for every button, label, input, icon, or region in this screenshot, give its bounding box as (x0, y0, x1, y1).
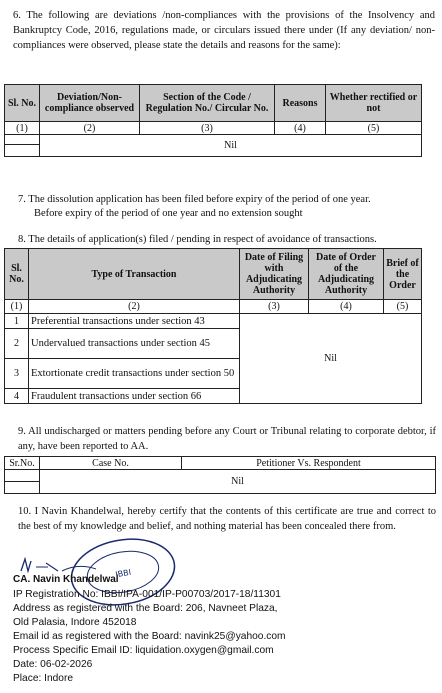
table-row (5, 314, 422, 329)
signer-email: Email id as registered with the Board: navink25@yahoo.com (13, 631, 286, 642)
section-9-text: 9. All undischarged or matters pending before any Court or Tribunal relating to corporate debtor, if any, have been reported to AA. (18, 426, 436, 452)
signer-address-2: Old Palasia, Indore 452018 (13, 617, 137, 628)
col-sl-no: Sl. No. (5, 85, 40, 122)
empty-cell (5, 145, 40, 157)
col-num: (3) (140, 122, 275, 135)
section-8-heading: 8. The details of application(s) filed / pending in respect of avoidance of transactions. (18, 234, 377, 245)
nil-cell: Nil (240, 314, 422, 404)
col-deviation: Deviation/Non-compliance observed (40, 85, 140, 122)
row-type: Undervalued transactions under section 45 (29, 329, 240, 359)
col-num: (3) (240, 300, 309, 314)
signer-date: Date: 06-02-2026 (13, 659, 93, 670)
signer-place: Place: Indore (13, 673, 74, 684)
col-rectified: Whether rectified or not (326, 85, 422, 122)
empty-cell (5, 135, 40, 145)
col-num: (2) (29, 300, 240, 314)
deviations-table (4, 84, 422, 157)
col-num: (4) (275, 122, 326, 135)
col-num: (1) (5, 122, 40, 135)
col-brief: Brief of the Order (384, 249, 422, 300)
col-case-no: Case No. (40, 457, 182, 470)
col-num: (2) (40, 122, 140, 135)
row-sl: 2 (5, 329, 29, 359)
pending-matters-table (4, 456, 436, 494)
col-filing-date: Date of Filing with Adjudicating Authority (240, 249, 309, 300)
row-sl: 4 (5, 389, 29, 404)
col-section: Section of the Code / Regulation No./ Circular No. (140, 85, 275, 122)
row-sl: 1 (5, 314, 29, 329)
col-num: (4) (309, 300, 384, 314)
section-7-line2: Before expiry of the period of one year and no extension sought (34, 208, 303, 219)
signer-reg-no: IP Registration No: IBBI/IPA-001/IP-P00703/2017-18/11301 (13, 589, 281, 600)
section-7-line1: 7. The dissolution application has been filed before expiry of the period of one year. (18, 194, 371, 205)
signer-name: CA. Navin Khandelwal (13, 574, 119, 585)
col-sr-no: Sr.No. (5, 457, 40, 470)
col-reasons: Reasons (275, 85, 326, 122)
empty-cell (5, 482, 40, 494)
row-type: Preferential transactions under section 43 (29, 314, 240, 329)
section-6-text: 6. The following are deviations /non-compliances with the provisions of the Insolvency and Bankruptcy Code, 2016, regulations made, or circulars issued there under (If any deviation/ non- compliances were observed, please state the details and reasons for the same): (13, 10, 435, 51)
row-type: Fraudulent transactions under section 66 (29, 389, 240, 404)
nil-cell: Nil (40, 135, 422, 157)
col-num: (5) (384, 300, 422, 314)
col-petitioner: Petitioner Vs. Respondent (182, 457, 436, 470)
section-10-text: 10. I Navin Khandelwal, hereby certify that the contents of this certificate are true and correct to the best of my knowledge and belief, and nothing material has been concealed there from. (18, 506, 436, 532)
nil-cell: Nil (40, 470, 436, 494)
avoidance-transactions-table (4, 248, 422, 404)
col-sl-no: Sl. No. (5, 249, 29, 300)
svg-text:IBBI: IBBI (114, 567, 132, 580)
col-num: (1) (5, 300, 29, 314)
col-num: (5) (326, 122, 422, 135)
row-type: Extortionate credit transactions under section 50 (29, 359, 240, 389)
row-sl: 3 (5, 359, 29, 389)
signer-process-email: Process Specific Email ID: liquidation.oxygen@gmail.com (13, 645, 274, 656)
empty-cell (5, 470, 40, 482)
col-order-date: Date of Order of the Adjudicating Authority (309, 249, 384, 300)
signer-address-1: Address as registered with the Board: 206, Navneet Plaza, (13, 603, 278, 614)
col-type: Type of Transaction (29, 249, 240, 300)
